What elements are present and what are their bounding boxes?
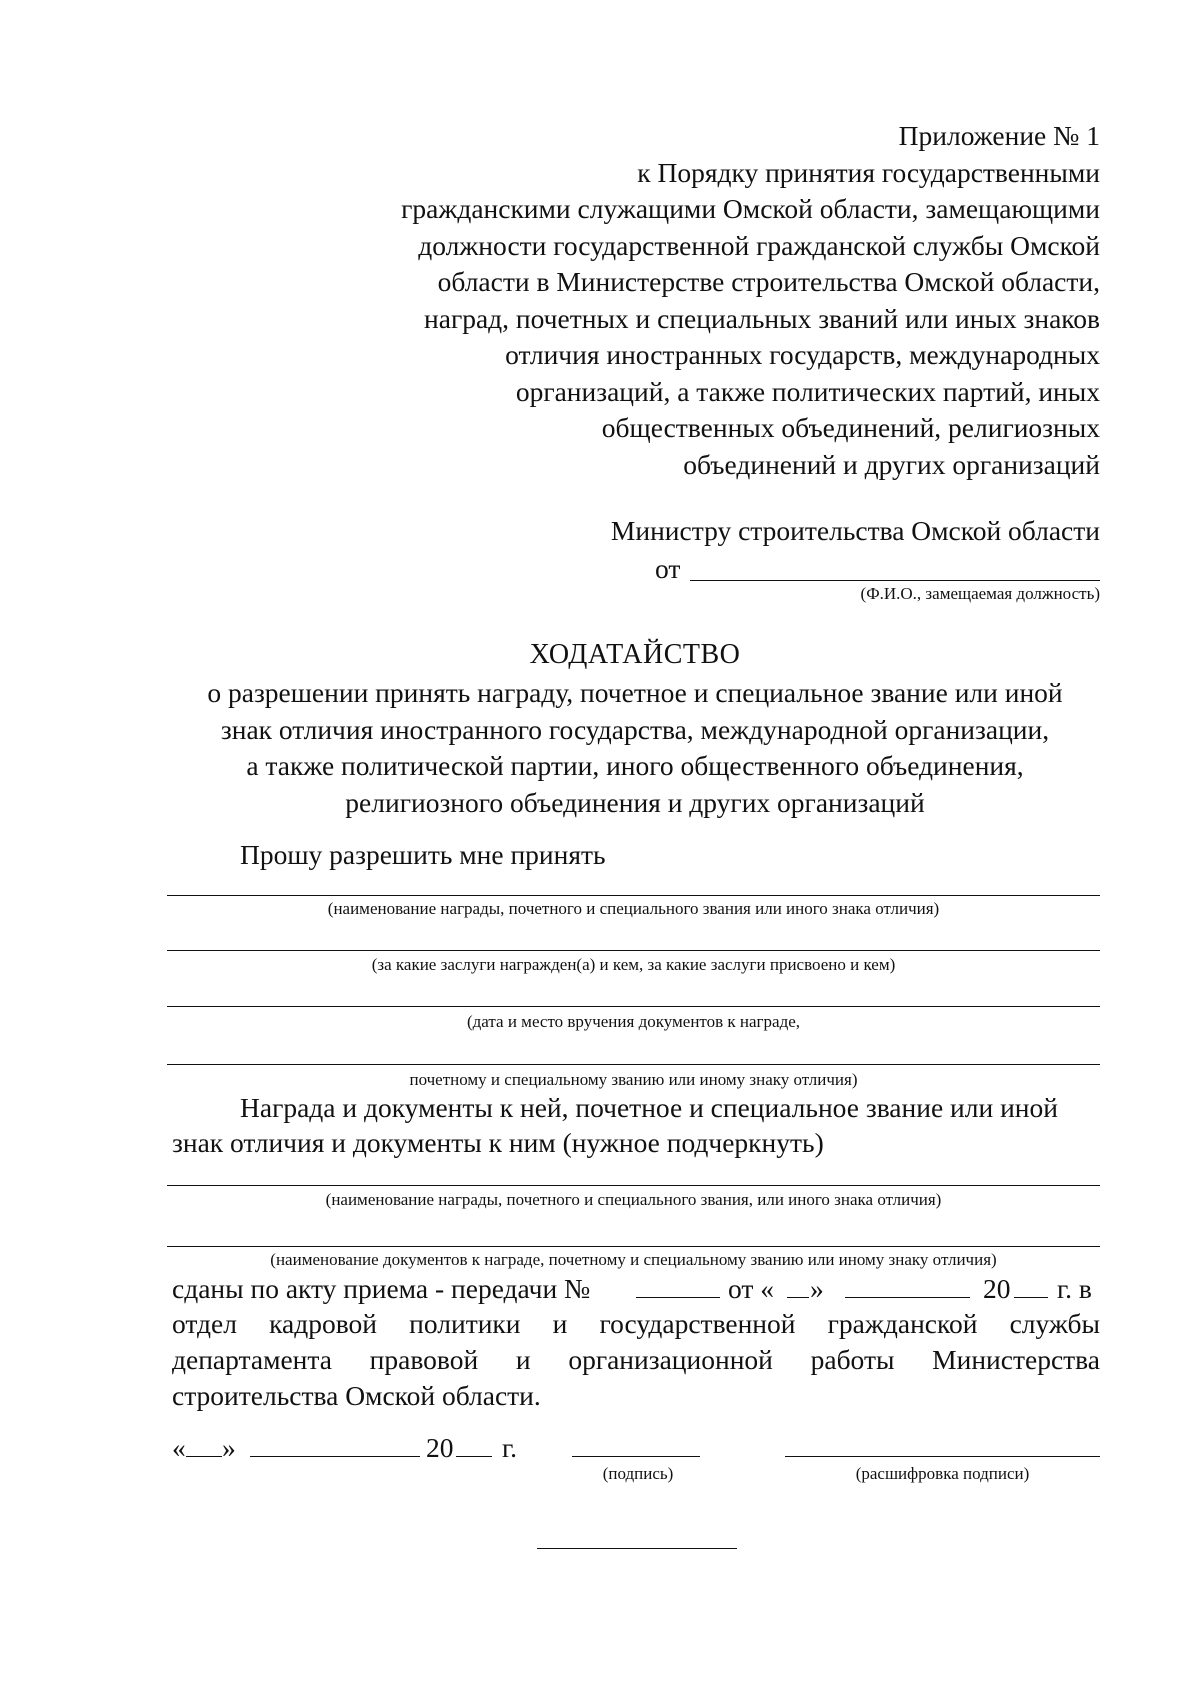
act-text-part5: г. в — [1057, 1273, 1092, 1304]
justified-line-2: департамента правовой и организационной работы Министерства — [172, 1344, 1100, 1375]
signature-decode-fill-line[interactable] — [785, 1456, 1100, 1457]
date-place-caption-2: почетному и специальному званию или иному знаку отличия) — [409, 1070, 858, 1089]
act-month-fill-line[interactable] — [845, 1297, 970, 1298]
act-day-fill-line[interactable] — [787, 1297, 809, 1298]
date-place-fill-line-2[interactable] — [167, 1064, 1100, 1065]
justified-line-1: отдел кадровой политики и государственной гражданской службы — [172, 1308, 1100, 1339]
appendix-line: гражданскими служащими Омской области, замещающими — [401, 193, 1100, 224]
addressee-to: Министру строительства Омской области — [610, 515, 1100, 546]
appendix-block — [300, 118, 1100, 483]
sign-close-quote: » — [222, 1432, 236, 1463]
sign-year-fill-line[interactable] — [456, 1456, 492, 1457]
appendix-line: должности государственной гражданской службы Омской — [418, 229, 1100, 261]
merits-caption: (за какие заслуги награжден(а) и кем, за какие заслуги присвоено и кем) — [371, 955, 896, 974]
paragraph-line-1: Награда и документы к ней, почетное и специальное звание или иной — [240, 1092, 1058, 1123]
date-place-fill-line[interactable] — [167, 1006, 1100, 1007]
date-place-caption: (дата и место вручения документов к награде, — [466, 1012, 801, 1031]
last-line: строительства Омской области. — [172, 1380, 541, 1411]
appendix-line: объединений и других организаций — [683, 448, 1100, 480]
appendix-line: Приложение № 1 — [898, 120, 1100, 151]
subtitle-line: религиозного объединения и других организаций — [345, 786, 925, 818]
from-fill-line[interactable] — [690, 580, 1100, 581]
subtitle-line: а также политической партии, иного общественного объединения, — [246, 750, 1024, 781]
sign-month-fill-line[interactable] — [250, 1456, 420, 1457]
act-text-part2: от « — [728, 1273, 775, 1304]
appendix-line: организаций, а также политических партий, иных — [515, 375, 1100, 407]
appendix-line: к Порядку принятия государственными — [637, 156, 1100, 188]
act-text-part3: » — [810, 1273, 824, 1304]
sign-year-suffix: г. — [502, 1432, 518, 1463]
appendix-line: области в Министерстве строительства Омской области, — [437, 266, 1100, 297]
appendix-line: наград, почетных и специальных званий или иных знаков — [424, 302, 1100, 334]
paragraph-line-2: знак отличия и документы к ним (нужное подчеркнуть) — [172, 1127, 824, 1158]
sign-open-quote: « — [172, 1432, 186, 1463]
appendix-line: отличия иностранных государств, международных — [505, 339, 1100, 370]
subtitle-line: о разрешении принять награду, почетное и специальное звание или иной — [207, 677, 1063, 708]
act-text-part1: сданы по акту приема - передачи № — [172, 1273, 591, 1304]
award-name-fill-line[interactable] — [167, 895, 1100, 896]
act-year-fill-line[interactable] — [1014, 1297, 1048, 1298]
award-name-caption: (наименование награды, почетного и специального звания или иного знака отличия) — [327, 899, 940, 918]
act-number-fill-line[interactable] — [636, 1297, 720, 1298]
request-text: Прошу разрешить мне принять — [240, 839, 606, 870]
merits-fill-line[interactable] — [167, 950, 1100, 951]
documents-caption: (наименование документов к награде, почетному и специальному званию или иному знаку отличия) — [270, 1250, 997, 1269]
appendix-line: общественных объединений, религиозных — [601, 412, 1100, 443]
act-text-part4: 20 — [983, 1273, 1011, 1304]
signature-fill-line[interactable] — [572, 1456, 700, 1457]
subtitle-line: знак отличия иностранного государства, международной организации, — [220, 713, 1050, 745]
addressee-from-label: от — [655, 553, 681, 584]
sign-year-prefix: 20 — [426, 1432, 454, 1463]
award-name-caption-2: (наименование награды, почетного и специального звания, или иного знака отличия) — [325, 1190, 942, 1209]
documents-fill-line[interactable] — [167, 1246, 1100, 1247]
end-divider — [537, 1548, 737, 1549]
sign-day-fill-line[interactable] — [186, 1456, 222, 1457]
from-caption: (Ф.И.О., замещаемая должность) — [860, 584, 1100, 603]
award-name-fill-line-2[interactable] — [167, 1185, 1100, 1186]
document-subtitle — [130, 675, 1140, 821]
signature-decode-caption: (расшифровка подписи) — [855, 1464, 1030, 1483]
document-title: ХОДАТАЙСТВО — [529, 639, 741, 670]
signature-caption: (подпись) — [602, 1464, 674, 1483]
